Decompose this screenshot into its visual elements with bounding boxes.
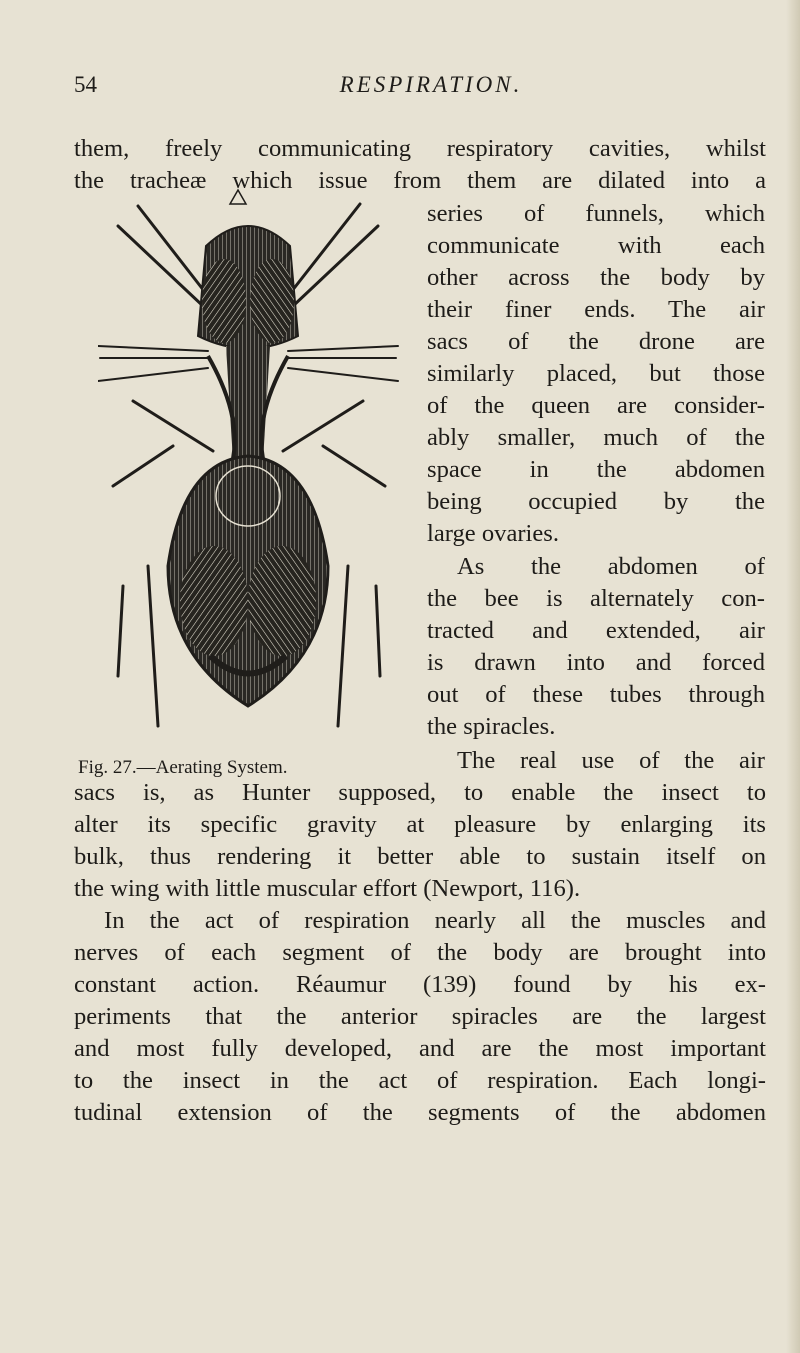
- text-line: and most fully developed, and are the most important: [74, 1035, 766, 1062]
- page-number: 54: [74, 72, 97, 97]
- text-line: large ovaries.: [427, 520, 560, 547]
- text-line: alter its specific gravity at pleasure by enlarging its: [74, 811, 766, 838]
- text-line: nerves of each segment of the body are brought into: [74, 939, 766, 966]
- text-line: is drawn into and forced: [427, 649, 765, 676]
- text-line: the bee is alternately con-: [427, 585, 765, 612]
- text-line: space in the abdomen: [427, 456, 765, 483]
- page-header: [74, 72, 764, 112]
- text-line: periments that the anterior spiracles are the largest: [74, 1003, 766, 1030]
- text-line: other across the body by: [427, 264, 765, 291]
- text-line: bulk, thus rendering it better able to sustain itself on: [74, 843, 766, 870]
- text-line: series of funnels, which: [427, 200, 765, 227]
- text-line: to the insect in the act of respiration. Each longi-: [74, 1067, 766, 1094]
- text-line: communicate with each: [427, 232, 765, 259]
- aerating-system-illustration: [98, 186, 400, 750]
- text-line: being occupied by the: [427, 488, 765, 515]
- text-line: similarly placed, but those: [427, 360, 765, 387]
- text-line: of the queen are consider-: [427, 392, 765, 419]
- text-line: The real use of the air: [457, 747, 765, 774]
- running-title: RESPIRATION.: [339, 72, 523, 97]
- text-line: sacs of the drone are: [427, 328, 765, 355]
- text-line: ably smaller, much of the: [427, 424, 765, 451]
- text-line: them, freely communicating respiratory cavities, whilst: [74, 135, 766, 162]
- text-line: their finer ends. The air: [427, 296, 765, 323]
- text-line: As the abdomen of: [457, 553, 765, 580]
- text-line: the wing with little muscular effort (Newport, 116).: [74, 875, 581, 902]
- text-line: tracted and extended, air: [427, 617, 765, 644]
- text-line: constant action. Réaumur (139) found by his ex-: [74, 971, 766, 998]
- page-edge: [786, 0, 800, 1353]
- text-line: tudinal extension of the segments of the abdomen: [74, 1099, 766, 1126]
- text-line: sacs is, as Hunter supposed, to enable the insect to: [74, 779, 766, 806]
- text-line: the spiracles.: [427, 713, 556, 740]
- text-line: In the act of respiration nearly all the muscles and: [104, 907, 766, 934]
- figure-caption: Fig. 27.—Aerating System.: [78, 757, 288, 778]
- text-line: the tracheæ which issue from them are dilated into a: [74, 167, 766, 194]
- text-line: out of these tubes through: [427, 681, 765, 708]
